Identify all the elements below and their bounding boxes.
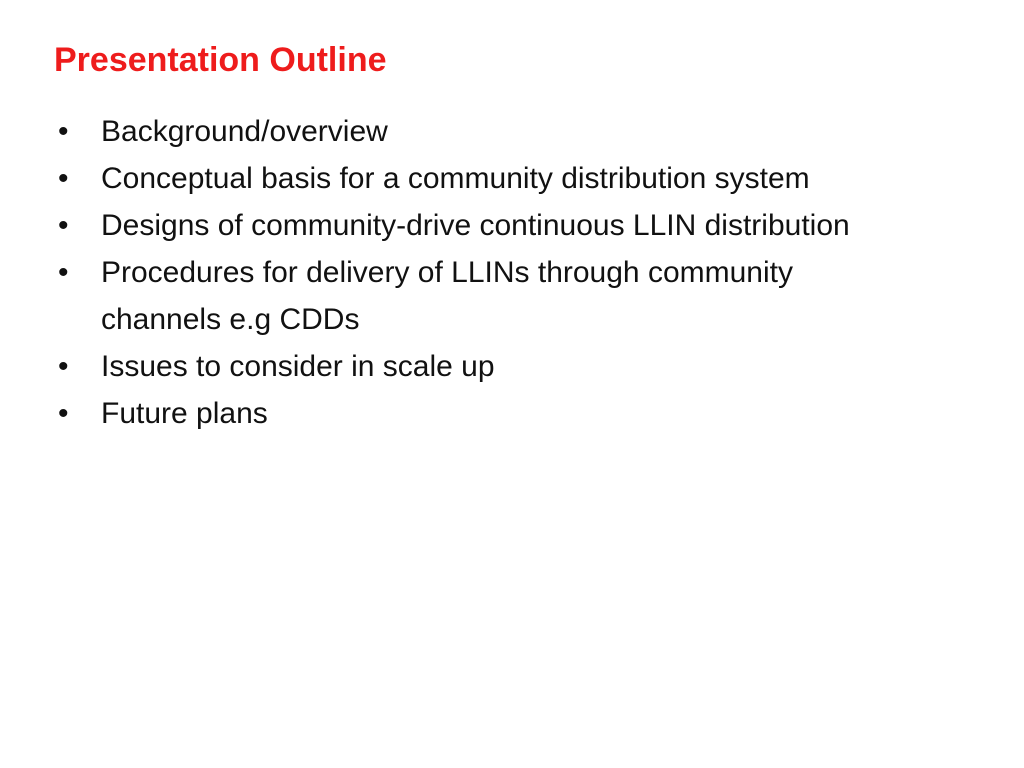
list-item [58,202,898,249]
list-item-text: Future plans [101,397,268,430]
list-item [58,343,898,390]
bullet-icon: • [58,209,69,242]
list-item [58,249,898,343]
list-item-text: Conceptual basis for a community distribution system [101,162,810,195]
list-item-text: Designs of community-drive continuous LLIN distribution [101,209,850,242]
list-item-text: Procedures for delivery of LLINs through community channels e.g CDDs [101,256,793,336]
bullet-icon: • [58,256,69,289]
bullet-icon: • [58,350,69,383]
list-item-text: Background/overview [101,115,388,148]
list-item [58,108,898,155]
bullet-icon: • [58,397,69,430]
list-item [58,155,898,202]
list-item-text: Issues to consider in scale up [101,350,495,383]
outline-list [58,108,898,437]
slide-title: Presentation Outline [54,41,387,79]
bullet-icon: • [58,115,69,148]
list-item [58,390,898,437]
bullet-icon: • [58,162,69,195]
